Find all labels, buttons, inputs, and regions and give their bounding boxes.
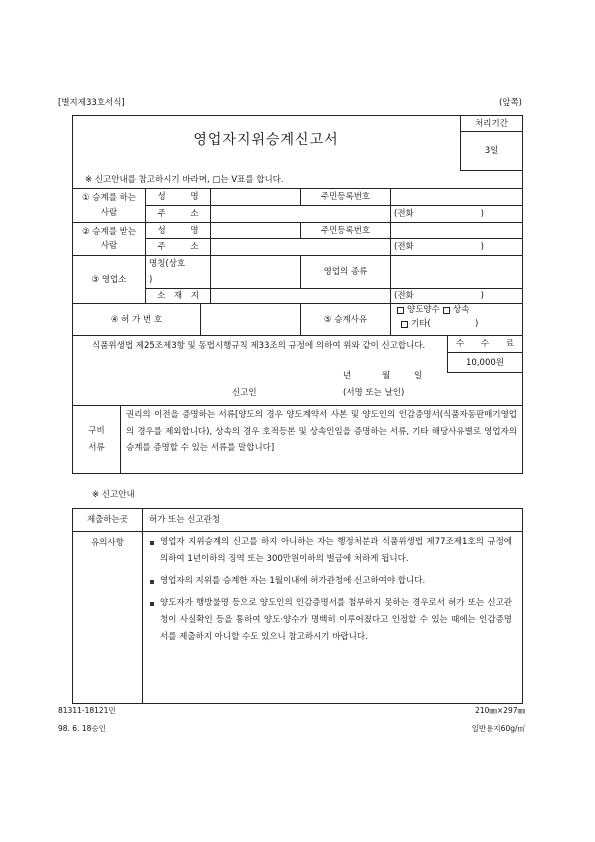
required-documents-text: 권리의 이전을 증명하는 서류[양도의 경우 양도계약서 사본 및 양도인의 인감증명서(식품자동판매기영업의 경우를 제외합니다), 상속의 경우 호적등본 및 상속인임을 증명하는 서류, 기타 해당사유별로 영업자의 승계를 증명할 수 있는 서류를 말합니다] xyxy=(126,410,517,453)
transferor-name-label: 성 명 xyxy=(145,188,211,206)
business-type-label: 영업의 종류 xyxy=(300,255,391,289)
notes-label-cell xyxy=(72,531,143,704)
business-location-field[interactable] xyxy=(210,288,391,304)
transferee-label-line1: ② 승계를 받는 xyxy=(81,227,137,237)
list-item xyxy=(148,534,512,568)
phone-close-label: ) xyxy=(480,242,484,252)
page-side-label: (앞쪽) xyxy=(498,98,522,108)
transferor-phone-field[interactable] xyxy=(390,205,523,223)
phone-open-label: (전화 xyxy=(394,209,414,219)
processing-period-value: 3일 xyxy=(460,131,523,171)
business-location-label: 소 재 지 xyxy=(145,288,211,304)
fee-value: 10,000원 xyxy=(447,352,523,373)
footer-approval: 98. 6. 18승인 xyxy=(58,724,106,733)
transferee-id-label: 주민등록번호 xyxy=(300,222,391,239)
transferor-name-field[interactable] xyxy=(210,188,301,206)
transferee-name-label: 성 명 xyxy=(145,222,211,239)
other-option-close: ) xyxy=(475,319,479,329)
required-documents-label-line2: 서류 xyxy=(88,443,105,454)
list-item xyxy=(148,573,512,590)
transferee-label-line2: 사람 xyxy=(100,241,118,251)
footer-paper-type: 일반용지60g/㎡ xyxy=(471,724,525,733)
form-title: 영업자지위승계신고서 xyxy=(193,132,339,148)
transferor-address-label: 주 소 xyxy=(145,205,211,223)
footer-code: 81311-18121민 xyxy=(58,706,116,715)
required-documents-label xyxy=(72,405,121,474)
business-name-field[interactable] xyxy=(210,255,301,289)
date-month-label: 월 xyxy=(382,371,391,381)
succession-reason-label: ⑤ 승계사유 xyxy=(300,303,391,336)
note-text: 영업자의 지위를 승계한 자는 1월이내에 허가관청에 신고하여야 합니다. xyxy=(160,576,426,586)
transferee-address-label: 주 소 xyxy=(145,238,211,256)
business-phone-field[interactable] xyxy=(390,288,523,304)
transferor-label-line2: 사람 xyxy=(100,207,118,218)
phone-open-label: (전화 xyxy=(394,291,414,301)
transfer-checkbox[interactable] xyxy=(397,307,404,314)
phone-open-label: (전화 xyxy=(394,242,414,252)
inheritance-option-label: 상속 xyxy=(453,305,470,315)
other-option-label: 기타( xyxy=(411,319,431,329)
submit-place-label: 제출하는곳 xyxy=(72,508,143,532)
note-text: 양도자가 행방불명 등으로 양도인의 인감증명서를 첨부하지 못하는 경우로서 허가 또는 신고관청이 사실확인 등을 통하여 양도·양수가 명백히 이루어졌다고 인정할 수 있는 때에는 인감증명서를 제출하지 아니할 수도 있으니 참고하시기 바랍니다. xyxy=(160,598,512,642)
transferor-address-field[interactable] xyxy=(210,205,391,223)
transferor-section-label xyxy=(72,188,146,223)
transferee-id-field[interactable] xyxy=(390,222,523,239)
transferor-id-field[interactable] xyxy=(390,188,523,206)
notice-text: ※ 신고안내를 참고하시기 바라며, □는 V표를 합니다. xyxy=(85,175,284,185)
bullet-icon xyxy=(150,580,154,584)
notes-label: 유의사항 xyxy=(91,538,124,548)
transferor-id-label: 주민등록번호 xyxy=(300,188,391,206)
bullet-icon xyxy=(150,541,154,545)
note-text: 영업자 지위승계의 신고를 하지 아니하는 자는 행정처분과 식품위생법 제77조제1호의 규정에 의하여 1년이하의 징역 또는 300만원이하의 벌금에 처하게 됩니다. xyxy=(160,537,512,564)
submit-place-value: 허가 또는 신고관청 xyxy=(142,508,523,532)
business-name-label-line2: ) xyxy=(149,275,153,285)
permit-number-label: ④ 허 가 번 호 xyxy=(72,303,201,336)
required-documents-label-line1: 구비 xyxy=(88,425,105,436)
form-number: [별지제33호서식] xyxy=(58,98,125,108)
business-section-label: ③ 영업소 xyxy=(72,255,146,304)
reporter-label: 신고인 xyxy=(232,388,257,398)
succession-reason-options xyxy=(390,303,523,336)
transferee-name-field[interactable] xyxy=(210,222,301,239)
business-name-label xyxy=(145,255,211,289)
transfer-option-label: 양도양수 xyxy=(407,305,440,315)
list-item xyxy=(148,595,512,646)
processing-period-label: 처리기간 xyxy=(460,115,523,132)
business-name-label-line1: 명칭(상호 xyxy=(149,259,186,269)
transferee-section-label xyxy=(72,222,146,256)
fee-label: 수 수 료 xyxy=(447,335,523,353)
bullet-icon xyxy=(150,602,154,606)
signature-label: (서명 또는 날인) xyxy=(343,388,405,398)
footer-paper-size: 210㎜×297㎜ xyxy=(475,706,525,715)
date-year-label: 년 xyxy=(343,371,352,381)
transferee-address-field[interactable] xyxy=(210,238,391,256)
inheritance-checkbox[interactable] xyxy=(443,307,450,314)
transferee-phone-field[interactable] xyxy=(390,238,523,256)
transferor-label-line1: ① 승계를 하는 xyxy=(81,193,137,204)
date-day-label: 일 xyxy=(414,371,423,381)
notes-list xyxy=(148,534,512,651)
phone-close-label: ) xyxy=(480,291,484,301)
permit-number-field[interactable] xyxy=(200,303,301,336)
declaration-text: 식품위생법 제25조제3항 및 동법시행규칙 제33조의 규정에 의하여 위와 같이 신고합니다. xyxy=(92,341,426,351)
business-type-field[interactable] xyxy=(390,255,523,289)
other-checkbox[interactable] xyxy=(401,321,408,328)
guide-heading: ※ 신고안내 xyxy=(92,490,135,500)
phone-close-label: ) xyxy=(480,209,484,219)
